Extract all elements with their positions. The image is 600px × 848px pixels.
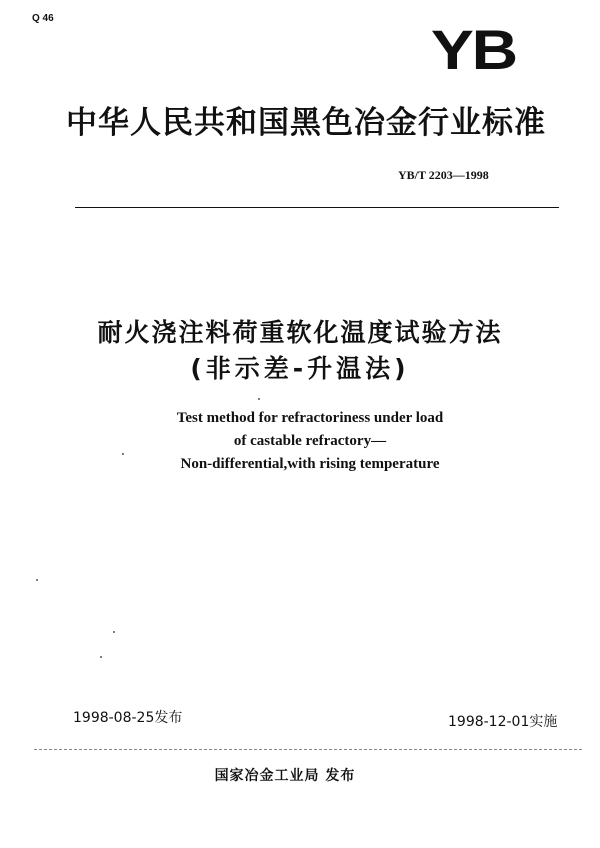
header-divider — [75, 207, 559, 208]
publisher: 国家冶金工业局 发布 — [214, 768, 356, 784]
scan-speck — [113, 631, 115, 633]
title-chinese: 耐火浇注料荷重软化温度试验方法 — [97, 318, 503, 347]
scan-speck — [122, 453, 124, 455]
title-english-line: Non-differential,with rising temperature — [180, 456, 440, 472]
implementation-date: 1998-12-01实施 — [448, 714, 558, 730]
scan-speck — [258, 398, 260, 400]
issue-date: 1998-08-25发布 — [73, 710, 183, 726]
yb-logo: YB — [431, 18, 516, 81]
title-english-line: Test method for refractoriness under load — [176, 410, 444, 426]
standard-organization-title: 中华人民共和国黑色冶金行业标准 — [66, 105, 546, 141]
title-english-line: of castable refractory— — [233, 433, 387, 449]
footer-divider — [34, 749, 582, 750]
title-chinese-subtitle: (非示差-升温法) — [190, 354, 410, 383]
standard-number: YB/T 2203—1998 — [398, 168, 489, 182]
scan-speck — [100, 656, 102, 658]
classification-code: Q 46 — [32, 13, 54, 24]
scan-speck — [36, 579, 38, 581]
